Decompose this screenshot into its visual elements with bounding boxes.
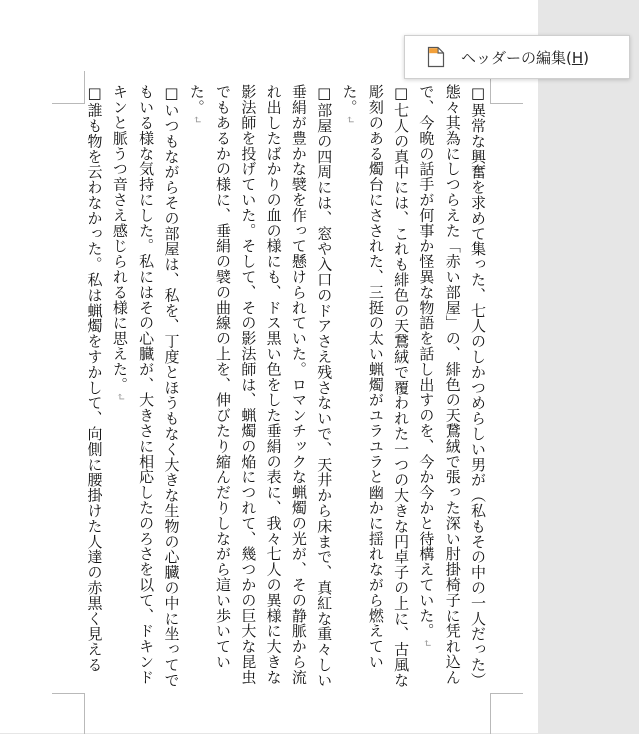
crop-mark-top-left <box>52 71 85 104</box>
document-body-text[interactable] <box>84 84 490 696</box>
accelerator-key: H <box>571 48 584 67</box>
paragraph-mark-icon: ↵ <box>190 114 204 125</box>
paragraph-text: □異常な興奮を求めて集った、七人のしかつめらしい男が（私もその中の一人だった）態々其為にしつらえた「赤い部屋」の、緋色の天鵞絨で張った深い肘掛椅子に凭れ込んで、今晩の話手が何事か怪異な物語を話し出すのを、今か今かと待構えていた。 <box>417 84 487 688</box>
edit-header-button[interactable] <box>404 35 630 79</box>
paragraph <box>84 84 107 696</box>
header-page-icon <box>427 46 445 68</box>
crop-mark-bottom-left <box>52 693 85 734</box>
paragraph <box>183 84 336 696</box>
paragraph-text: □部屋の四周には、窓や入口のドアさえ残さないで、天井から床まで、真紅な重々しい垂絹が豊かな襞を作って懸けられていた。ロマンチックな蝋燭の光が、その静脈から流れ出したばかりの血の様にも、ドス黒い色をした垂絹の表に、我々七人の異様に大きな影法師を投げていた。そして、その影法師は、蝋燭の焔につれて、幾つかの巨大な昆虫でもあるかの様に、垂絹の襞の曲線の上を、伸びたり縮んだりしながら這い歩いていた。 <box>187 84 334 688</box>
paragraph-mark-icon: ↵ <box>113 392 127 402</box>
paragraph-mark-icon: ↵ <box>343 114 357 125</box>
paragraph-text: □いつもながらその部屋は、私を、丁度とほうもなく大きな生物の心臓の中に坐ってでもいる様な気持にした。私にはその心臓が、大きさに相応したのろさを以て、ドキンドキンと脈うつ音さえ感じられる様に思えた。 <box>110 84 181 688</box>
paragraph-text: □七人の真中には、これも緋色の天鵞絨で覆われた一つの大きな円卓子の上に、古風な彫刻のある燭台にさされた、三挺の太い蝋燭がユラユラと幽かに揺れながら燃えていた。 <box>340 84 411 688</box>
paragraph-text: □誰も物を云わなかった。私は蝋燭をすかして、向側に腰掛けた人達の赤黒く見える <box>85 84 104 673</box>
paragraph-mark-icon: ↵ <box>420 638 434 649</box>
paragraph <box>413 84 490 696</box>
paragraph <box>336 84 413 696</box>
paragraph <box>107 84 184 696</box>
crop-mark-bottom-right <box>490 693 523 734</box>
edit-header-label: ヘッダーの編集(H) <box>461 48 589 67</box>
